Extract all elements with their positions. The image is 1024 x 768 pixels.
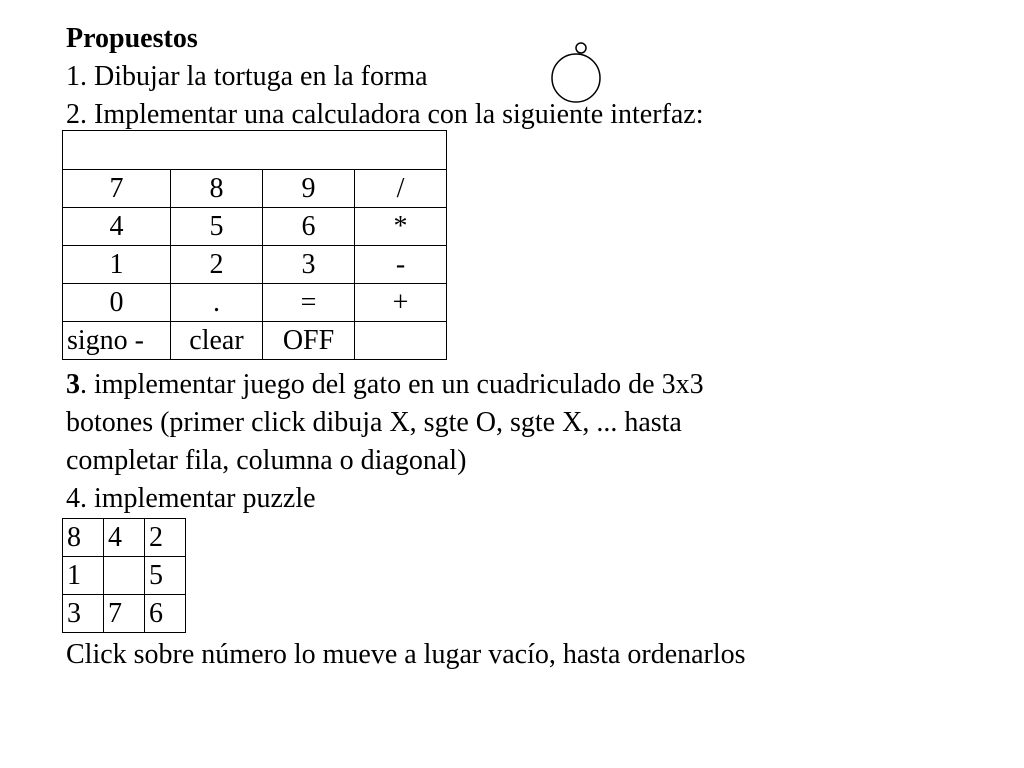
turtle-drawing-icon	[546, 40, 606, 110]
calc-key[interactable]: 6	[263, 208, 355, 246]
puzzle-cell[interactable]: 4	[104, 519, 145, 557]
item-2-text: 2. Implementar una calculadora con la siguiente interfaz:	[66, 99, 704, 130]
calc-key[interactable]: -	[355, 246, 447, 284]
calc-key-off[interactable]: OFF	[263, 322, 355, 360]
puzzle-cell[interactable]: 7	[104, 595, 145, 633]
puzzle-instructions: Click sobre número lo mueve a lugar vacío, hasta ordenarlos	[66, 639, 746, 670]
calculator-display	[63, 131, 447, 170]
item-4-text: 4. implementar puzzle	[66, 483, 316, 514]
calc-key[interactable]: *	[355, 208, 447, 246]
puzzle-cell[interactable]: 2	[145, 519, 186, 557]
item-1-text: 1. Dibujar la tortuga en la forma	[66, 61, 428, 92]
calc-key-sign[interactable]: signo -	[63, 322, 171, 360]
calc-key-empty	[355, 322, 447, 360]
calc-key-clear[interactable]: clear	[171, 322, 263, 360]
calc-key[interactable]: 9	[263, 170, 355, 208]
puzzle-cell-empty[interactable]	[104, 557, 145, 595]
calc-key[interactable]: .	[171, 284, 263, 322]
puzzle-cell[interactable]: 5	[145, 557, 186, 595]
calc-key[interactable]: 8	[171, 170, 263, 208]
calculator-table	[62, 130, 447, 360]
puzzle-cell[interactable]: 1	[63, 557, 104, 595]
turtle-body-icon	[552, 54, 600, 102]
page-title: Propuestos	[66, 23, 198, 54]
calc-key[interactable]: 3	[263, 246, 355, 284]
calc-key[interactable]: =	[263, 284, 355, 322]
puzzle-table	[62, 518, 186, 633]
item-3-description: . implementar juego del gato en un cuadriculado de 3x3	[80, 369, 704, 400]
puzzle-cell[interactable]: 8	[63, 519, 104, 557]
turtle-head-icon	[576, 43, 586, 53]
calc-key[interactable]: 1	[63, 246, 171, 284]
calc-key[interactable]: 7	[63, 170, 171, 208]
calc-key[interactable]: 0	[63, 284, 171, 322]
calc-key[interactable]: 2	[171, 246, 263, 284]
calc-key[interactable]: 5	[171, 208, 263, 246]
item-3-text	[66, 366, 704, 404]
calc-key[interactable]: 4	[63, 208, 171, 246]
puzzle-cell[interactable]: 3	[63, 595, 104, 633]
item-3-text-line2: botones (primer click dibuja X, sgte O, sgte X, ... hasta	[66, 407, 682, 438]
puzzle-cell[interactable]: 6	[145, 595, 186, 633]
item-3-number: 3	[66, 369, 80, 400]
calc-key[interactable]: +	[355, 284, 447, 322]
item-3-text-line3: completar fila, columna o diagonal)	[66, 445, 467, 476]
calc-key[interactable]: /	[355, 170, 447, 208]
